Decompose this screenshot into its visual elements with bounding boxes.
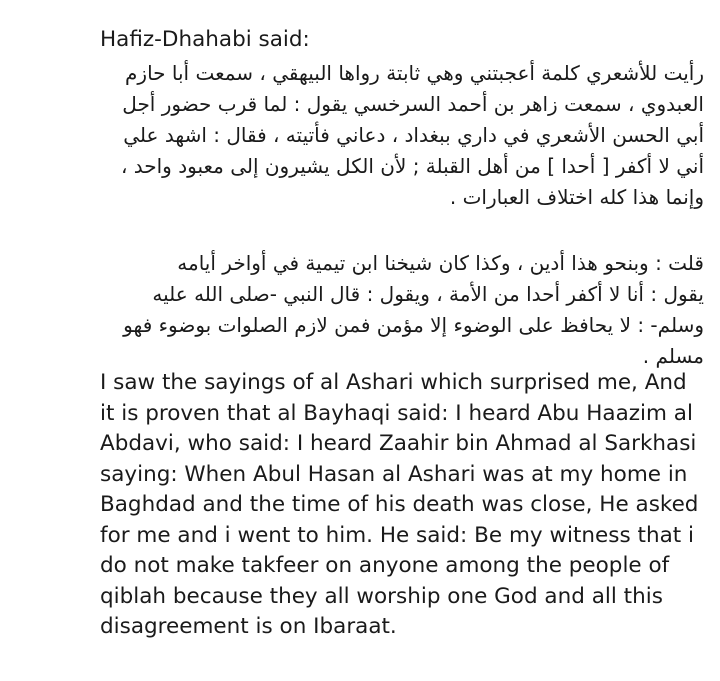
english-line: saying: When Abul Hasan al Ashari was at my home in [100, 461, 688, 487]
english-line: for me and i went to him. He said: Be my witness that i [100, 522, 694, 548]
arabic-line: قلت : وبنحو هذا أدين ، وكذا كان شيخنا ابن تيمية في أواخر أيامه [177, 251, 704, 275]
english-line: do not make takfeer on anyone among the people of [100, 553, 670, 578]
english-translation [100, 368, 698, 643]
arabic-paragraph-2 [96, 248, 704, 372]
arabic-line: العبدوي ، سمعت زاهر بن أحمد السرخسي يقول : لما قرب حضور أجل [122, 92, 704, 116]
english-line: qiblah because they all worship one God and all this [100, 583, 663, 609]
arabic-line: أني لا أكفر [ أحدا ] من أهل القبلة ; لأن الكل يشيرون إلى معبود واحد ، [120, 154, 704, 178]
arabic-line: وسلم- : لا يحافظ على الوضوء إلا مؤمن فمن لازم الصلوات بوضوء فهو [123, 313, 704, 337]
english-line: Abdavi, who said: I heard Zaahir bin Ahmad al Sarkhasi [100, 431, 697, 456]
arabic-paragraph-1 [96, 58, 704, 213]
arabic-line: مسلم . [642, 344, 704, 368]
english-line: disagreement is on Ibaraat. [100, 614, 397, 639]
english-line: Baghdad and the time of his death was close, He asked [100, 492, 699, 517]
arabic-line: رأيت للأشعري كلمة أعجبتني وهي ثابتة رواها البيهقي ، سمعت أبا حازم [125, 61, 704, 85]
english-line: I saw the sayings of al Ashari which surprised me, And [100, 370, 687, 395]
english-line: it is proven that al Bayhaqi said: I heard Abu Haazim al [100, 400, 693, 426]
arabic-line: يقول : أنا لا أكفر أحدا من الأمة ، ويقول : قال النبي -صلى الله عليه [152, 282, 704, 306]
quote-heading: Hafiz-Dhahabi said: [100, 27, 310, 52]
arabic-line: وإنما هذا كله اختلاف العبارات . [449, 185, 704, 209]
arabic-line: أبي الحسن الأشعري في داري ببغداد ، دعاني فأتيته ، فقال : اشهد علي [123, 123, 704, 147]
